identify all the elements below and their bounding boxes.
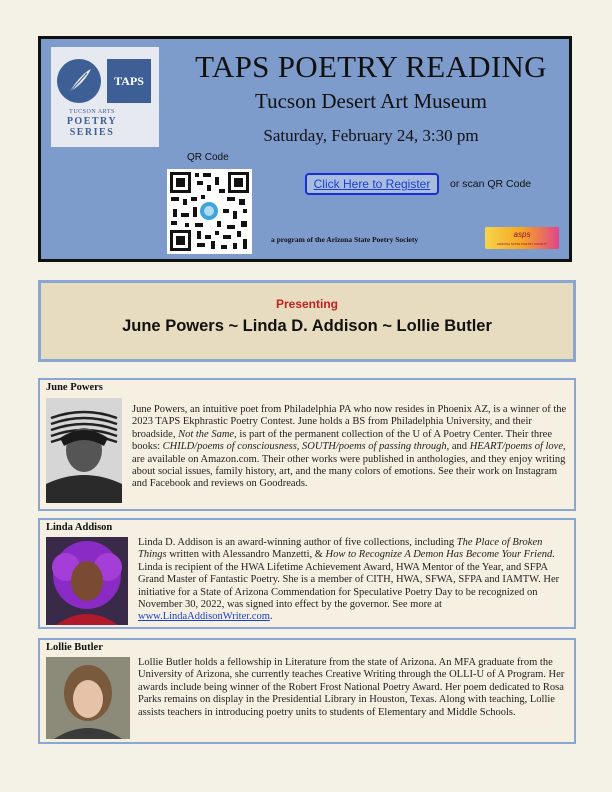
bio-text bbox=[132, 404, 572, 491]
bio-text-part: June Powers, an intuitive poet from Philadelphia PA who now resides in Phoenix AZ, is a winner of the 2023 TAPS Ekphrastic Poetry Contest. June holds a BS from Philadelphia University, and their broadside, bbox=[132, 404, 567, 440]
june-powers-photo bbox=[46, 398, 122, 503]
scan-qr-text: or scan QR Code bbox=[450, 178, 532, 190]
bio-name: Lollie Butler bbox=[46, 642, 103, 653]
bio-name: Linda Addison bbox=[46, 522, 113, 533]
asps-logo-subtext: ARIZONA STATE POETRY SOCIETY bbox=[496, 242, 548, 246]
logo-series-text bbox=[57, 109, 127, 138]
bio-text bbox=[138, 657, 572, 719]
bio-text-part: Linda D. Addison is an award-winning author of five collections, including bbox=[138, 537, 457, 548]
asps-logo-text: asps bbox=[513, 230, 531, 239]
bio-june-powers bbox=[38, 378, 576, 511]
bio-text-part: , is part of the permanent collection of the U of A Poetry Center. Their three books: bbox=[132, 428, 553, 453]
bio-text-italic: How to Recognize A Demon Has Become Your Friend. bbox=[325, 549, 555, 561]
bio-lollie-butler bbox=[38, 638, 576, 744]
presenting-label: Presenting bbox=[275, 297, 338, 311]
logo-series-bottom: SERIES bbox=[69, 126, 115, 138]
feather-quill-icon bbox=[57, 59, 101, 103]
taps-logo bbox=[51, 47, 159, 147]
asps-logo bbox=[485, 227, 559, 249]
website-link[interactable]: www.LindaAddisonWriter.com bbox=[138, 611, 270, 623]
presenting-banner bbox=[38, 280, 576, 362]
program-credit: a program of the Arizona State Poetry Society bbox=[271, 235, 419, 244]
logo-series-main: POETRY bbox=[66, 115, 118, 127]
event-title: TAPS POETRY READING bbox=[195, 49, 547, 84]
lollie-butler-photo bbox=[46, 657, 130, 739]
register-link-button[interactable]: Click Here to Register bbox=[305, 173, 439, 195]
bio-linda-addison bbox=[38, 518, 576, 629]
bio-text-italic: The Place of Broken Things bbox=[138, 537, 543, 561]
taps-logo-square bbox=[107, 59, 151, 103]
event-header bbox=[38, 36, 572, 262]
event-venue: Tucson Desert Art Museum bbox=[255, 89, 487, 113]
bio-text-part: . bbox=[269, 611, 273, 623]
bio-text-part: , and bbox=[446, 441, 470, 453]
bio-text-italic: CHILD/poems of consciousness, SOUTH/poems of passing through bbox=[162, 441, 447, 453]
bio-text-part: , are available on Amazon.com. Their other works were published in anthologies, and they enjoy writing about social issues, family history, art, and the many colors of emotions. See their work on Instagram and Facebook and reviews on Goodreads. bbox=[132, 441, 566, 490]
bio-name: June Powers bbox=[46, 382, 103, 393]
bio-text-italic: Not the Same bbox=[178, 428, 235, 440]
bio-text bbox=[138, 537, 572, 624]
logo-series-top: TUCSON ARTS bbox=[69, 109, 115, 115]
presenting-names: June Powers ~ Linda D. Addison ~ Lollie Butler bbox=[122, 317, 492, 335]
event-date: Saturday, February 24, 3:30 pm bbox=[263, 126, 479, 145]
qr-code-image[interactable] bbox=[167, 169, 252, 254]
bio-text-part: Lollie Butler holds a fellowship in Literature from the state of Arizona. An MFA graduate from the University of Arizona, she currently teaches Creative Writing through the OLLI-U of A Program. Her awards include being winner of the Robert Frost National Poetry Award. Her poem dedicated to Rosa Parks remains on display in the Presidential Library in Houston, Texas. Along with teaching, Lollie assists teachers in introducing poetry units to students of Elementary and Middle Schools. bbox=[138, 657, 565, 718]
linda-addison-photo bbox=[46, 537, 128, 625]
bio-text-italic: HEART/poems of love bbox=[469, 441, 564, 453]
qr-code-label: QR Code bbox=[187, 152, 229, 163]
bio-text-part: Linda is recipient of the HWA Lifetime Achievement Award, HWA Mentor of the Year, and SFPA Grand Master of Fantastic Poetry. She is a member of CITH, HWA, SFWA, SFPA and IAMTW. Her initiative for a State of Arizona Commendation for Speculative Poetry Day to be recognized on November 30, 2022, was signed into effect by the governor. See more at bbox=[138, 561, 560, 611]
taps-logo-text: TAPS bbox=[114, 73, 144, 88]
bio-text-part: written with Alessandro Manzetti, & bbox=[166, 549, 326, 561]
